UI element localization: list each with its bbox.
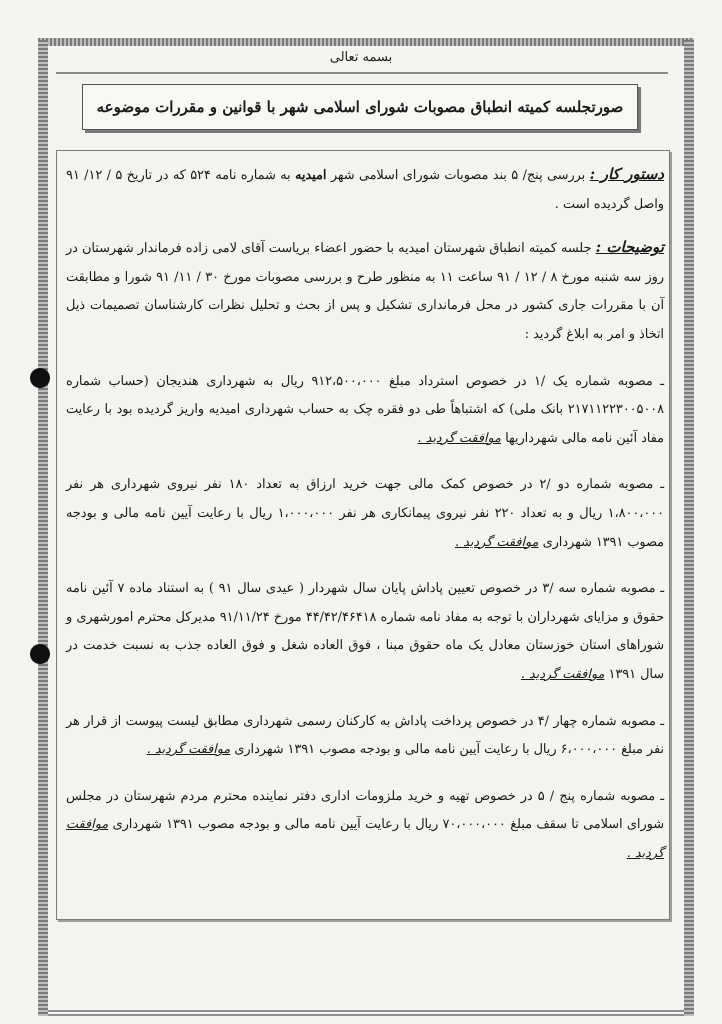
resolution-item: [66, 471, 664, 557]
resolution-item: [66, 368, 664, 454]
resolution-approval: موافقت گردید .: [520, 666, 605, 682]
header-divider: [56, 72, 668, 74]
resolution-item: [66, 708, 664, 765]
punch-hole-lower: [30, 644, 50, 664]
resolution-approval: موافقت گردید .: [417, 430, 502, 446]
document-body: [66, 160, 664, 868]
agenda-city: امیدیه: [294, 168, 327, 183]
frame-left-decoration: [38, 40, 48, 1016]
explanations-paragraph: [66, 233, 664, 349]
resolution-text: ـ مصوبه شماره سه /۳ در خصوص تعیین پاداش پایان سال شهردار ( عیدی سال ۹۱ ) به استناد ماده ۷ آئین نامه حقوق و مزایای شهرداران با توجه به مفاد نامه شماره ۴۴/۴۲/۴۶۴۱۸ مورخ ۹۱/۱۱/۲۴ مدیرکل محترم امورشهری و شوراهای استان خوزستان معادل یک ماه حقوق مبنا ، فوق العاده شغل و فوق العاده جذب به نسبت خدمت در سال ۱۳۹۱: [66, 581, 664, 682]
resolution-item: [66, 575, 664, 689]
resolution-approval: موافقت گردید .: [66, 817, 664, 861]
agenda-paragraph: [66, 160, 664, 219]
agenda-text-end: به شماره نامه ۵۲۴ که در تاریخ ۵ / ۱۲/ ۹۱ واصل گردیده است .: [66, 168, 664, 212]
punch-hole-upper: [30, 368, 50, 388]
resolution-approval: موافقت گردید .: [455, 534, 539, 550]
resolution-text: ـ مصوبه شماره دو /۲ در خصوص کمک مالی جهت خرید ارزاق به تعداد ۱۸۰ نفر نیروی شهرداری هر نفر ۱،۸۰۰،۰۰۰ ریال و به تعداد ۲۲۰ نفر نیروی پیمانکاری هر نفر ۱،۰۰۰،۰۰۰ ریال با رعایت آیین نامه مالی و بودجه مصوب ۱۳۹۱ شهرداری: [66, 477, 664, 550]
frame-right-decoration: [684, 40, 694, 1016]
resolution-text: ـ مصوبه شماره یک /۱ در خصوص استرداد مبلغ ۹۱۲،۵۰۰،۰۰۰ ریال به شهرداری هندیجان (حساب شماره ۲۱۷۱۱۲۲۳۰۰۵۰۰۸ بانک ملی) که اشتباهاً طی دو فقره چک به حساب شهرداری امیدیه واریز گردیده بود با رعایت مفاد آئین نامه مالی شهرداریها: [66, 373, 664, 446]
frame-top-decoration: [38, 38, 694, 46]
agenda-text-start: بررسی پنج/ ۵ بند مصوبات شورای اسلامی شهر: [330, 168, 586, 183]
agenda-label: دستور کار :: [589, 165, 664, 183]
document-title: صورتجلسه کمیته انطباق مصوبات شورای اسلامی شهر با قوانین و مقررات موضوعه: [82, 84, 638, 130]
resolution-text: ـ مصوبه شماره پنج / ۵ در خصوص تهیه و خرید ملزومات اداری دفتر نماینده محترم مردم شهرستان در مجلس شورای اسلامی تا سقف مبلغ ۷۰،۰۰۰،۰۰۰ ریال با رعایت آیین نامه مالی و بودجه مصوب ۱۳۹۱ شهرداری: [66, 788, 664, 833]
explanations-label: توضیحات :: [595, 238, 664, 257]
resolution-text: ـ مصوبه شماره چهار /۴ در خصوص پرداخت پاداش به کارکنان رسمی شهرداری مطابق لیست پیوست از قرار هر نفر مبلغ ۶،۰۰۰،۰۰۰ ریال با رعایت آیین نامه مالی و بودجه مصوب ۱۳۹۱ شهرداری: [66, 713, 664, 758]
explanations-text: جلسه کمیته انطباق شهرستان امیدیه با حضور اعضاء بریاست آقای لامی زاده فرماندار شهرستان در روز سه شنبه مورخ ۸ / ۱۲ / ۹۱ ساعت ۱۱ به منظور طرح و بررسی مصوبات مورخ ۳۰ / ۱۱/ ۹۱ شورا و مطابقت آن با مقررات جاری کشور در محل فرمانداری تشکیل و پس از بحث و تحلیل نظرات کارشناسان تصمیمات ذیل اتخاذ و امر به ابلاغ گردید :: [66, 241, 664, 342]
invocation-heading: بسمه تعالی: [329, 50, 393, 65]
resolution-item: [66, 783, 664, 869]
resolution-approval: موافقت گردید .: [146, 742, 231, 758]
